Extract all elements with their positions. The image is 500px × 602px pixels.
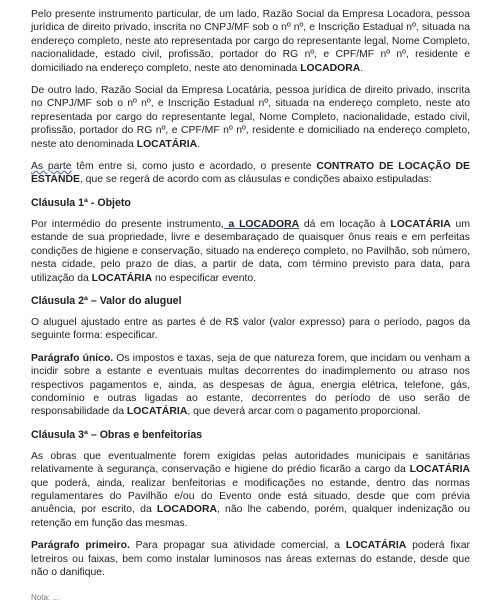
paragraph-agreement bbox=[31, 160, 470, 187]
paragraph-text: poderá fixar letreiros ou faixas, bem como instalar luminosos nas áreas externas do estande, desde que não o danifique. bbox=[31, 540, 470, 578]
bold-term: CONTRATO DE LOCAÇÃO DE ESTANDE bbox=[31, 161, 470, 186]
paragraph-text: Os impostos e taxas, seja de que natureza forem, que incidam ou venham a incidir sobre a estante e eventuais multas decorrentes do inadimplemento ou atraso nos respectivos pagamentos e, ainda, as despesas de água, energia elétrica, telefone, gás, condomínio e outras ligadas ao estante, decorrentes do período de uso serão de responsabilidade da bbox=[31, 352, 470, 418]
paragraph-label: Parágrafo primeiro. bbox=[31, 540, 130, 552]
paragraph-text: , que deverá arcar com o pagamento proporcional. bbox=[187, 406, 421, 418]
clause-2-heading: Cláusula 2ª – Valor do aluguel bbox=[31, 294, 182, 307]
paragraph-text: Pelo presente instrumento particular, de um lado, Razão Social da Empresa Locadora, pessoa jurídica de direito privado, inscrita no CNPJ/MF sob o nº nº, e Inscrição Estadual nº, situada na endereço completo, neste ato representada por cargo do representante legal, Nome Completo, nacionalidade, estado civil, profissão, portador do RG nº, e CPF/MF nº nº, residente e domiciliado na endereço completo, neste ato denominada bbox=[31, 9, 470, 74]
clause-2-paragraph-unico bbox=[31, 352, 470, 419]
paragraph-text: . bbox=[197, 138, 201, 150]
paragraph-text: Para propagar sua atividade comercial, a bbox=[129, 540, 346, 552]
paragraph-locataria bbox=[31, 84, 470, 151]
paragraph-text: dá em locação à bbox=[299, 218, 391, 230]
clause-3-text bbox=[31, 450, 470, 530]
paragraph-text: , que se regerá de acordo com as cláusulas e condições abaixo estipuladas: bbox=[79, 174, 432, 186]
bold-term: LOCATÁRIA bbox=[409, 464, 470, 476]
paragraph-text: no especificar evento. bbox=[152, 272, 257, 284]
bold-term: LOCADORA bbox=[300, 62, 361, 74]
bold-term: LOCATÁRIA bbox=[345, 540, 407, 552]
clause-2-text: O aluguel ajustado entre as partes é de R$ valor (valor expresso) para o período, pagos da seguinte forma: especificar. bbox=[31, 316, 470, 342]
clause-3-heading: Cláusula 3ª – Obras e benfeitorias bbox=[31, 428, 203, 441]
paragraph-text: Por intermédio do presente instrumento, bbox=[31, 218, 224, 230]
paragraph-text: De outro lado, Razão Social da Empresa Locatária, pessoa jurídica de direito privado, inscrita no CNPJ/MF sob o nº nº, e Inscrição Estadual nº, situada na endereço completo, neste ato representada por cargo do representante legal, Nome Completo, nacionalidade, estado civil, profissão, portador do RG nº, e CPF/MF nº nº, residente e domiciliado na endereço completo, neste ato denominada bbox=[31, 85, 470, 150]
paragraph-text: têm entre si, como justo e acordado, o presente bbox=[71, 161, 317, 173]
paragraph-text: um estande de sua propriedade, livre e desembaraçado de quaisquer ônus reais e em perfeitas condições de higiene e conservação, situado na endereço completo, no Pavilhão, sob número, nesta cidade, pelo prazo de dias, a partir de data, com término previsto para data, para utilização da bbox=[31, 218, 470, 284]
bold-term: LOCATÁRIA bbox=[91, 272, 153, 284]
bold-term: LOCATÁRIA bbox=[136, 138, 198, 150]
clause-3-paragraph-primeiro bbox=[31, 539, 470, 579]
bold-term: LOCATÁRIA bbox=[126, 406, 188, 418]
paragraph-label: Parágrafo único. bbox=[31, 352, 114, 364]
paragraph-text: As obras que eventualmente forem exigidas pelas autoridades municipais e sanitárias relativamente à segurança, conservação e higiene do prédio ficarão a cargo da bbox=[31, 450, 470, 476]
paragraph-text: , não lhe cabendo, porém, qualquer indenização ou retenção em função das mesmas. bbox=[31, 504, 470, 529]
clause-1-text bbox=[31, 218, 470, 285]
footnote: Nota: ... bbox=[31, 593, 60, 602]
paragraph-text: que poderá, ainda, realizar benfeitorias e modificações no estande, dentro das normas regulamentares do Pavilhão e/ou do Evento onde está situado, desde que com prévia anuência, por escrito, da bbox=[31, 477, 470, 516]
clause-1-heading: Cláusula 1ª - Objeto bbox=[31, 196, 131, 209]
bold-term: LOCATÁRIA bbox=[390, 218, 451, 230]
bold-term: a LOCADORA bbox=[223, 218, 300, 230]
spellcheck-underline-text: As parte bbox=[31, 161, 72, 173]
paragraph-locadora bbox=[31, 8, 470, 75]
paragraph-text: . bbox=[360, 62, 364, 74]
bold-term: LOCADORA bbox=[156, 504, 217, 516]
